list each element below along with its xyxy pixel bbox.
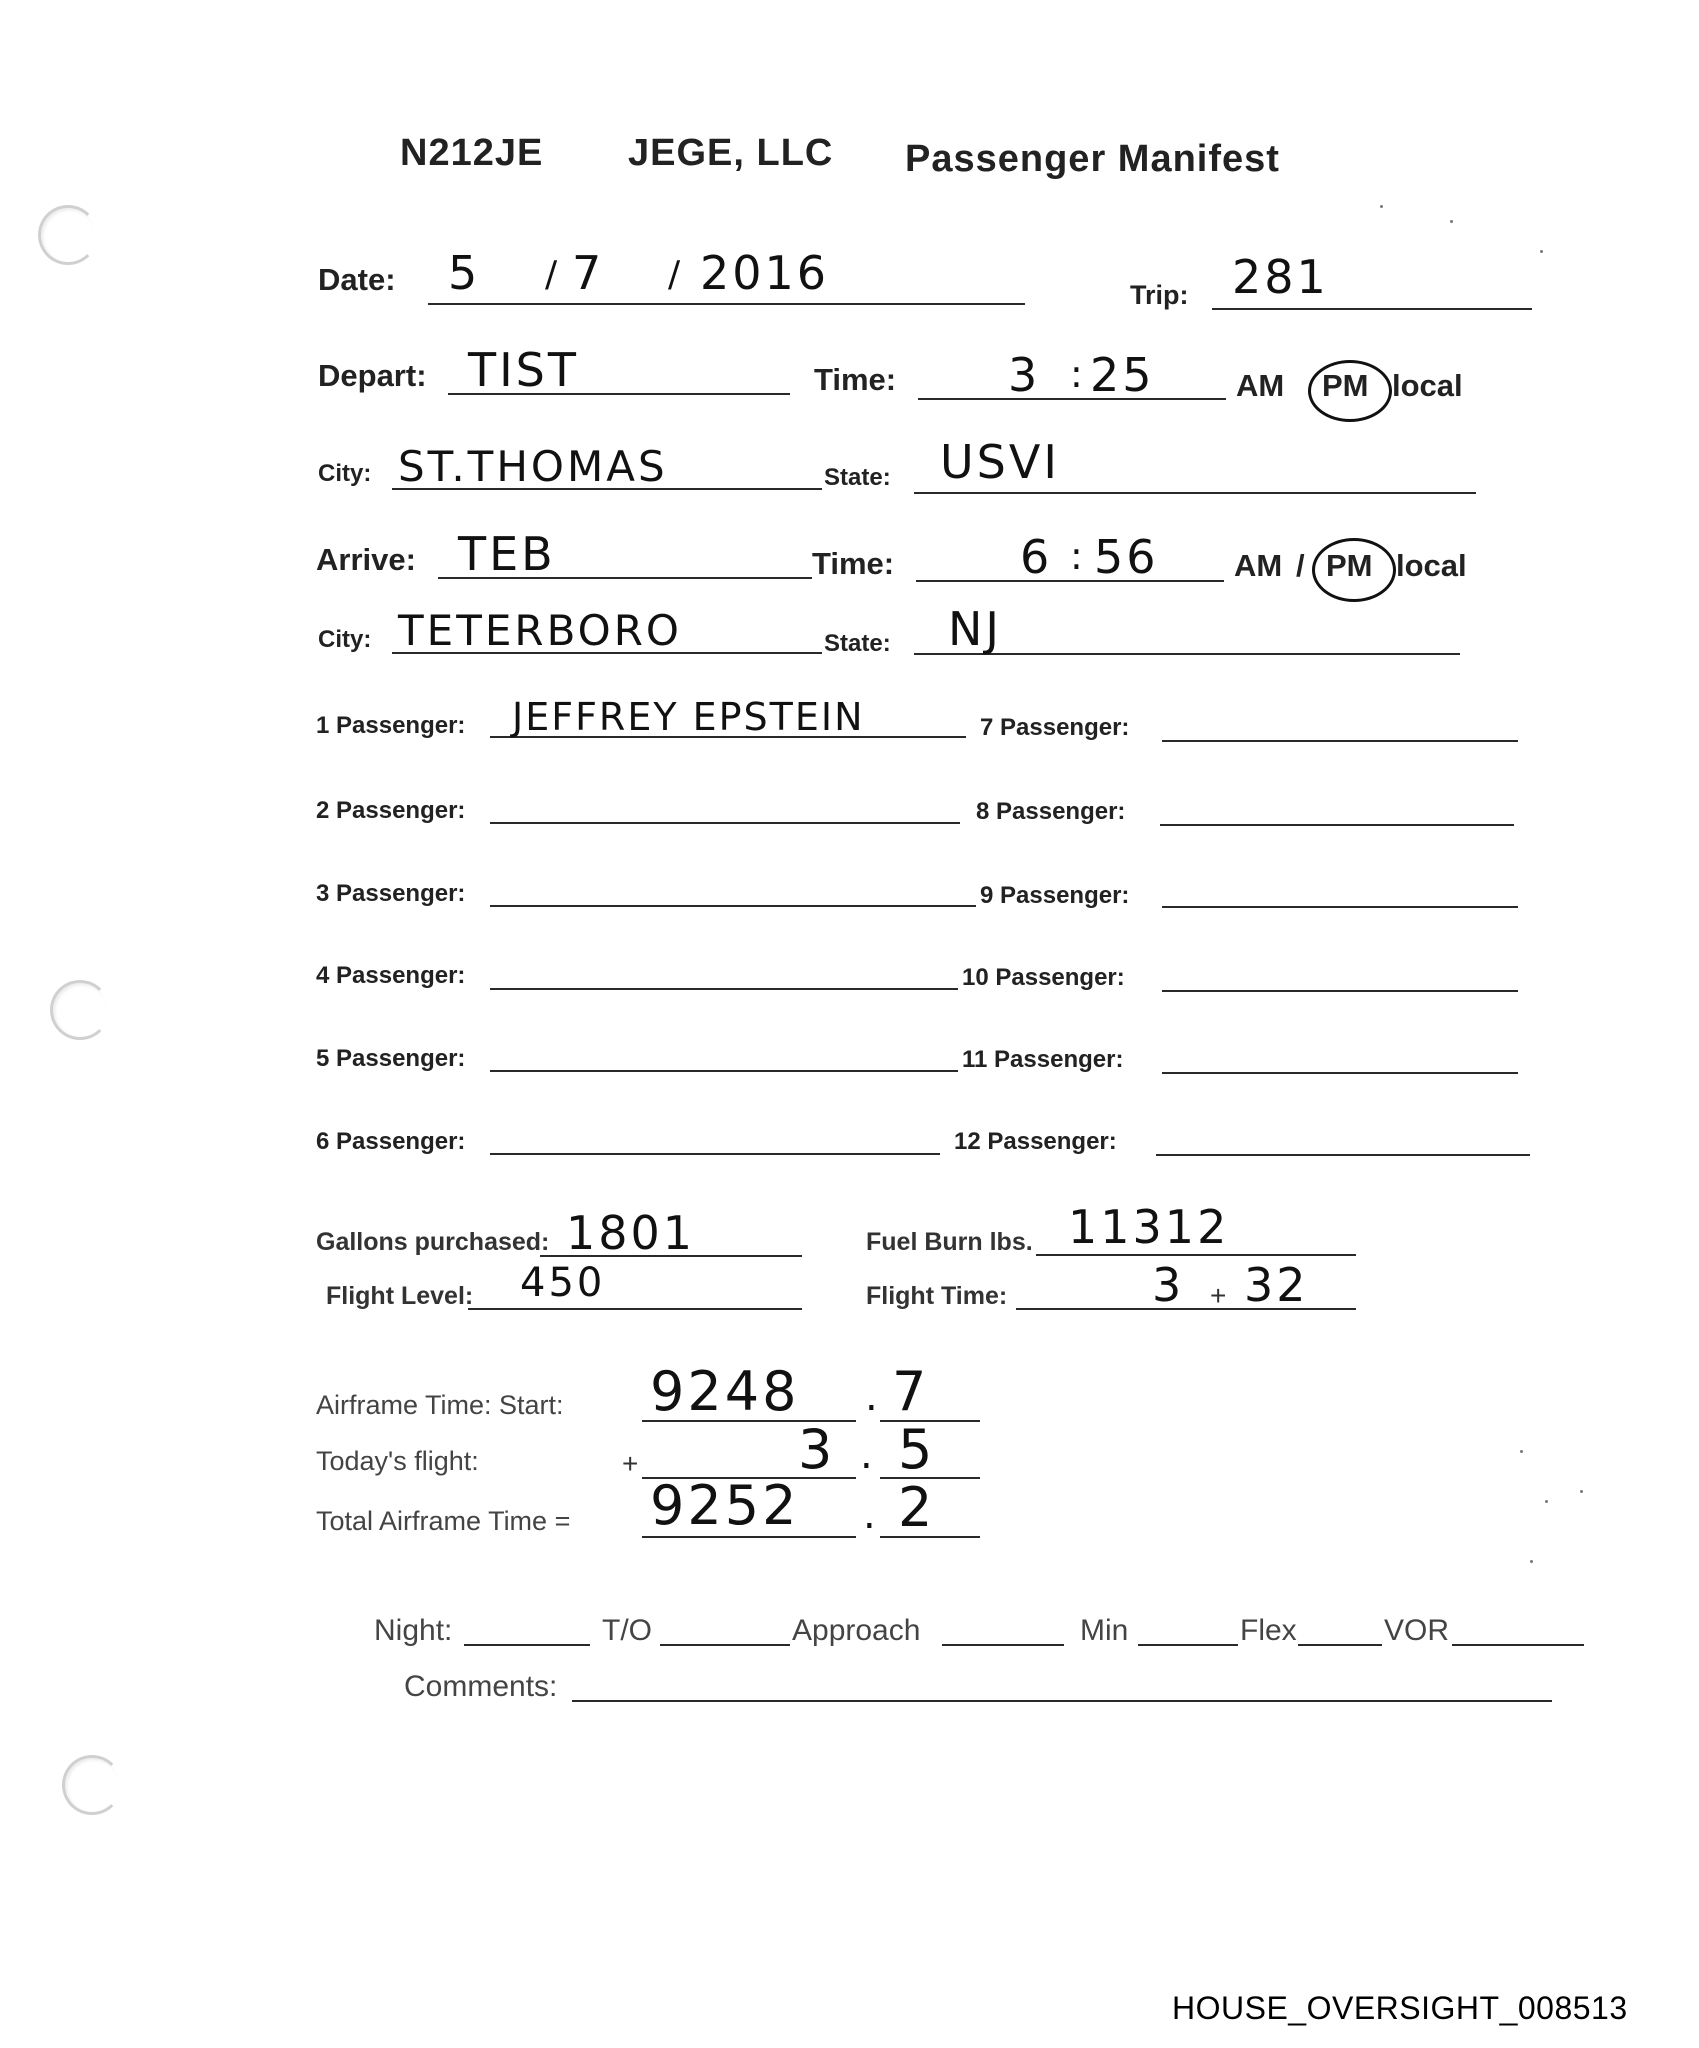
flight-time-hours-value: 3 — [1152, 1258, 1185, 1312]
airframe-start-label: Airframe Time: Start: — [316, 1390, 564, 1420]
passenger-11-label: 11 Passenger: — [962, 1046, 1124, 1073]
todays-flight-decimal: 5 — [898, 1418, 936, 1481]
gallons-purchased-value: 1801 — [566, 1206, 696, 1260]
date-month-value: 5 — [448, 246, 481, 300]
vor-line — [1452, 1644, 1584, 1646]
binder-hole-middle — [50, 980, 110, 1040]
trip-label: Trip: — [1130, 280, 1189, 310]
tail-number: N212JE — [400, 132, 544, 174]
arrive-am-label: AM — [1234, 548, 1283, 583]
time-colon: : — [1070, 352, 1086, 396]
depart-city-value: ST.THOMAS — [398, 442, 668, 491]
scan-speck — [1530, 1560, 1533, 1563]
depart-value: TIST — [468, 343, 579, 397]
passenger-6-label: 6 Passenger: — [316, 1128, 466, 1155]
min-label: Min — [1080, 1614, 1129, 1647]
decimal-point: . — [865, 1374, 881, 1420]
time-colon: : — [1070, 534, 1086, 578]
airframe-start-whole: 9248 — [650, 1360, 800, 1423]
arrive-pm-label: PM — [1326, 548, 1373, 583]
takeoff-label: T/O — [602, 1614, 652, 1647]
date-label: Date: — [318, 262, 396, 297]
approach-label: Approach — [792, 1614, 921, 1647]
fuel-burn-label: Fuel Burn lbs. — [866, 1228, 1033, 1256]
decimal-point: . — [863, 1492, 879, 1538]
passenger-10-label: 10 Passenger: — [962, 964, 1125, 991]
todays-flight-plus: + — [622, 1448, 639, 1479]
passenger-5-label: 5 Passenger: — [316, 1045, 466, 1072]
flex-line — [1298, 1644, 1382, 1646]
total-airframe-whole: 9252 — [650, 1474, 800, 1537]
passenger-1-name: JEFFREY EPSTEIN — [512, 695, 865, 739]
arrive-time-line — [916, 580, 1224, 582]
depart-minute-value: 25 — [1090, 348, 1155, 402]
depart-time-line — [918, 398, 1226, 400]
depart-state-line — [914, 492, 1476, 494]
min-line — [1138, 1644, 1238, 1646]
trip-value: 281 — [1232, 250, 1329, 304]
arrive-state-value: NJ — [948, 602, 1002, 656]
flight-time-minutes-value: 32 — [1244, 1258, 1309, 1312]
depart-state-value: USVI — [940, 435, 1060, 489]
passenger-9-line — [1162, 906, 1518, 908]
flight-level-line — [468, 1308, 802, 1310]
fuel-burn-line — [1036, 1254, 1356, 1256]
passenger-12-label: 12 Passenger: — [954, 1128, 1117, 1155]
arrive-minute-value: 56 — [1094, 530, 1159, 584]
todays-flight-label: Today's flight: — [316, 1446, 479, 1476]
passenger-1-label: 1 Passenger: — [316, 712, 466, 739]
gallons-purchased-label: Gallons purchased: — [316, 1228, 550, 1256]
date-year-value: 2016 — [700, 246, 830, 300]
arrive-city-label: City: — [318, 626, 372, 653]
date-separator: / — [668, 254, 684, 295]
decimal-point: . — [860, 1432, 876, 1478]
company-name: JEGE, LLC — [628, 132, 834, 174]
arrive-time-label: Time: — [812, 546, 895, 581]
fuel-burn-value: 11312 — [1068, 1200, 1230, 1254]
arrive-state-label: State: — [824, 630, 891, 657]
depart-label: Depart: — [318, 358, 427, 393]
arrive-city-value: TETERBORO — [398, 606, 682, 655]
arrive-local-label: local — [1396, 548, 1467, 583]
depart-pm-label: PM — [1322, 368, 1369, 403]
flight-time-label: Flight Time: — [866, 1282, 1008, 1310]
night-line — [464, 1644, 590, 1646]
depart-time-label: Time: — [814, 362, 897, 397]
passenger-9-label: 9 Passenger: — [980, 882, 1130, 909]
passenger-4-line — [490, 988, 958, 990]
approach-line — [942, 1644, 1064, 1646]
depart-am-label: AM — [1236, 368, 1285, 403]
passenger-7-label: 7 Passenger: — [980, 714, 1130, 741]
binder-hole-bottom — [62, 1755, 122, 1815]
depart-state-label: State: — [824, 464, 891, 491]
flight-time-separator: + — [1210, 1280, 1227, 1311]
date-separator: / — [545, 254, 561, 295]
scan-speck — [1580, 1490, 1583, 1493]
vor-label: VOR — [1384, 1614, 1450, 1647]
depart-local-label: local — [1392, 368, 1463, 403]
passenger-12-line — [1156, 1154, 1530, 1156]
date-day-value: 7 — [572, 246, 605, 300]
passenger-8-line — [1160, 824, 1514, 826]
flight-level-label: Flight Level: — [326, 1282, 474, 1310]
arrive-hour-value: 6 — [1020, 530, 1053, 584]
passenger-10-line — [1162, 990, 1518, 992]
total-airframe-decimal: 2 — [898, 1476, 936, 1539]
scan-speck — [1520, 1450, 1523, 1453]
passenger-5-line — [490, 1070, 958, 1072]
passenger-2-line — [490, 822, 960, 824]
form-title: Passenger Manifest — [905, 138, 1280, 180]
flight-level-value: 450 — [520, 1260, 606, 1306]
bates-number: HOUSE_OVERSIGHT_008513 — [1172, 1990, 1628, 2026]
arrive-label: Arrive: — [316, 542, 416, 577]
night-label: Night: — [374, 1614, 453, 1647]
trip-line — [1212, 308, 1532, 310]
scan-speck — [1545, 1500, 1548, 1503]
airframe-start-decimal: 7 — [892, 1360, 930, 1423]
comments-line — [572, 1700, 1552, 1702]
comments-label: Comments: — [404, 1670, 558, 1703]
passenger-8-label: 8 Passenger: — [976, 798, 1126, 825]
depart-hour-value: 3 — [1008, 348, 1041, 402]
passenger-3-label: 3 Passenger: — [316, 880, 466, 907]
passenger-4-label: 4 Passenger: — [316, 962, 466, 989]
date-line — [428, 303, 1025, 305]
scan-speck — [1540, 250, 1543, 253]
todays-flight-whole: 3 — [798, 1418, 836, 1481]
binder-hole-top — [38, 205, 98, 265]
passenger-3-line — [490, 905, 976, 907]
passenger-2-label: 2 Passenger: — [316, 797, 466, 824]
arrive-value: TEB — [458, 527, 556, 581]
scan-speck — [1450, 220, 1453, 223]
total-airframe-label: Total Airframe Time = — [316, 1506, 571, 1536]
depart-city-label: City: — [318, 460, 372, 487]
am-pm-slash: / — [1296, 548, 1305, 583]
passenger-7-line — [1162, 740, 1518, 742]
passenger-11-line — [1162, 1072, 1518, 1074]
takeoff-line — [660, 1644, 790, 1646]
scan-speck — [1380, 205, 1383, 208]
passenger-6-line — [490, 1153, 940, 1155]
flex-label: Flex — [1240, 1614, 1297, 1647]
